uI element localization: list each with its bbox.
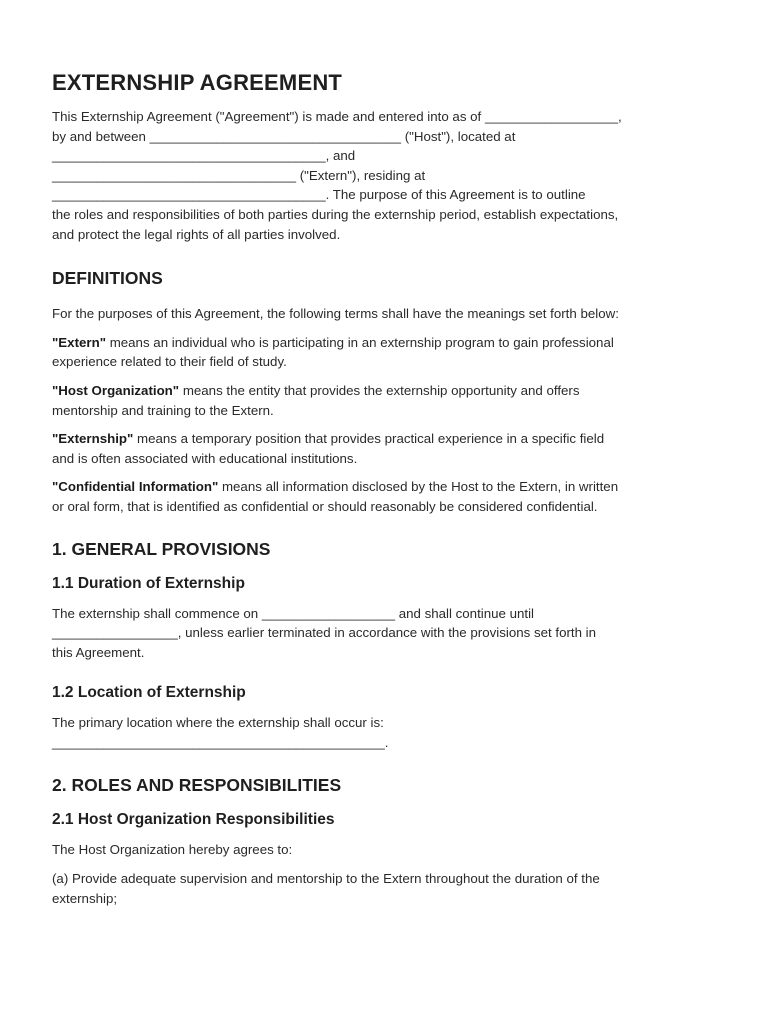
intro-line: the roles and responsibilities of both parties during the externship period, establish expectations, xyxy=(52,206,619,222)
host-responsibility-line: externship; xyxy=(52,890,118,906)
definition-text: means the entity that provides the externship opportunity and offers xyxy=(179,382,580,398)
definition-confidential-information xyxy=(52,477,724,516)
intro-paragraph xyxy=(52,107,724,244)
location-line: The primary location where the externship shall occur is: xyxy=(52,715,384,731)
intro-line: _____________________________________, and xyxy=(52,148,356,164)
location-line: _____________________________________________. xyxy=(52,734,389,750)
definition-term: "Externship" xyxy=(52,431,134,447)
host-responsibility-item-a xyxy=(52,869,724,908)
host-responsibilities-lead: The Host Organization hereby agrees to: xyxy=(52,842,293,858)
definition-text: and is often associated with educational institutions. xyxy=(52,450,358,466)
document-page xyxy=(52,70,724,908)
definitions-lead: For the purposes of this Agreement, the following terms shall have the meanings set forth below: xyxy=(52,306,619,322)
document-title: EXTERNSHIP AGREEMENT xyxy=(52,70,343,95)
roles-heading: 2. ROLES AND RESPONSIBILITIES xyxy=(52,775,342,796)
definition-term: "Extern" xyxy=(52,334,106,350)
definition-text: means an individual who is participating in an externship program to gain professional xyxy=(106,334,614,350)
duration-paragraph xyxy=(52,604,724,663)
definition-text: means all information disclosed by the Host to the Extern, in written xyxy=(218,479,619,495)
duration-heading: 1.1 Duration of Externship xyxy=(52,574,245,592)
definition-externship xyxy=(52,429,724,468)
intro-line: by and between __________________________________ ("Host"), located at xyxy=(52,128,516,144)
duration-line: this Agreement. xyxy=(52,644,145,660)
definition-host-organization xyxy=(52,381,724,420)
general-provisions-heading: 1. GENERAL PROVISIONS xyxy=(52,538,271,559)
definition-text: mentorship and training to the Extern. xyxy=(52,402,274,418)
duration-line: The externship shall commence on __________________ and shall continue until xyxy=(52,605,534,621)
definitions-heading: DEFINITIONS xyxy=(52,268,163,289)
host-responsibilities-heading: 2.1 Host Organization Responsibilities xyxy=(52,811,335,829)
intro-line: _____________________________________. The purpose of this Agreement is to outline xyxy=(52,187,586,203)
definition-text: or oral form, that is identified as confidential or should reasonably be considered confidential. xyxy=(52,498,598,514)
definition-term: "Host Organization" xyxy=(52,382,180,398)
intro-line: This Externship Agreement ("Agreement") is made and entered into as of __________________, xyxy=(52,109,622,124)
intro-line: _________________________________ ("Extern"), residing at xyxy=(52,167,426,183)
location-paragraph xyxy=(52,713,724,752)
definition-extern xyxy=(52,333,724,372)
location-heading: 1.2 Location of Externship xyxy=(52,684,246,702)
intro-line: and protect the legal rights of all parties involved. xyxy=(52,226,341,242)
definition-term: "Confidential Information" xyxy=(52,479,219,495)
host-responsibility-line: (a) Provide adequate supervision and mentorship to the Extern throughout the duration of the xyxy=(52,871,600,887)
duration-line: _________________, unless earlier terminated in accordance with the provisions set forth in xyxy=(52,625,597,641)
definition-text: experience related to their field of study. xyxy=(52,354,287,370)
definition-text: means a temporary position that provides practical experience in a specific field xyxy=(133,431,605,447)
